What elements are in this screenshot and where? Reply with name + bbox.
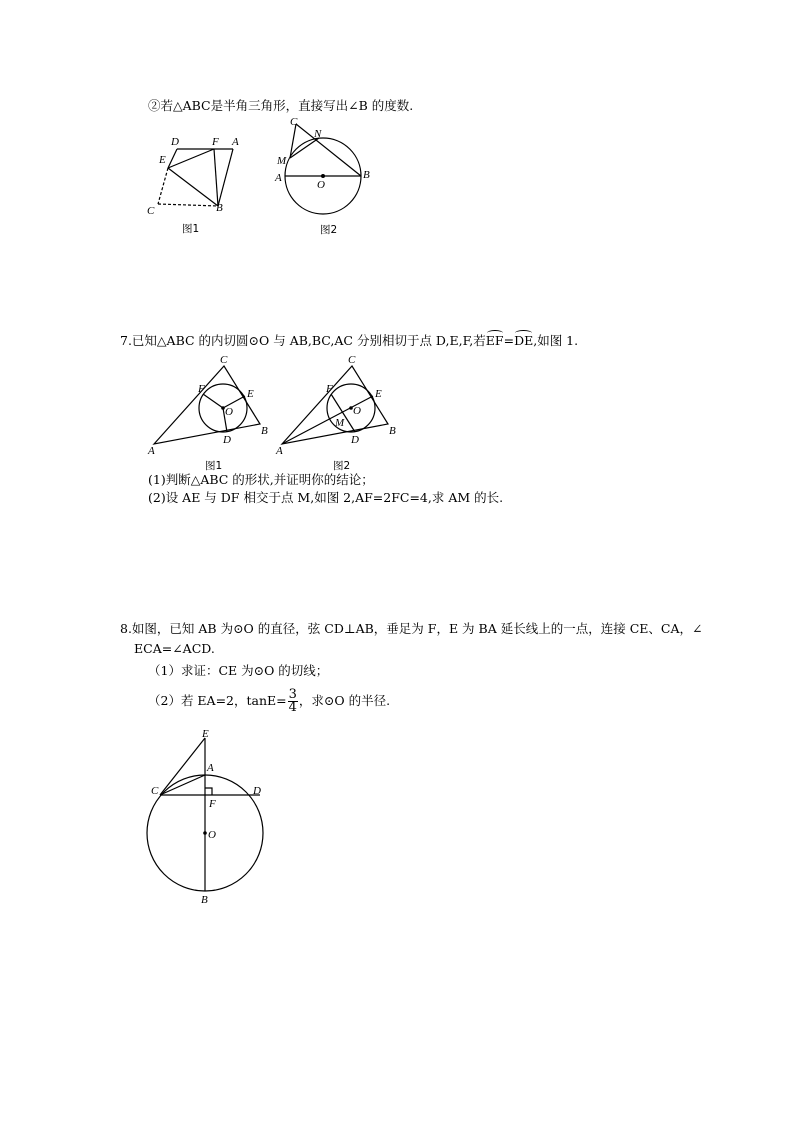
fig1-label-D: D	[171, 136, 179, 148]
q8-label-E: E	[202, 728, 209, 740]
q8-label-B: B	[201, 894, 208, 906]
fig2-label-A: A	[275, 172, 282, 184]
q7f1-label-D: D	[223, 434, 231, 446]
q6-figure-1	[140, 132, 250, 237]
fig2-label-B: B	[363, 169, 370, 181]
arc-ef: EF	[485, 333, 504, 348]
q7-part2: (2)设 AE 与 DF 相交于点 M,如图 2,AF=2FC=4,求 AM 的长.	[148, 490, 504, 505]
tan-numerator: 3	[288, 687, 297, 702]
q8-part2	[148, 686, 390, 716]
tan-denominator: 4	[288, 700, 297, 715]
q7f2-label-C: C	[348, 354, 356, 366]
q7f1-label-A: A	[148, 445, 155, 457]
q7f2-label-O: O	[353, 405, 361, 417]
q8-stem-line1: 8.如图，已知 AB 为⊙O 的直径，弦 CD⊥AB，垂足为 F，E 为 BA 延长线上的一点，连接 CE、CA，∠	[120, 621, 703, 636]
q7f2-label-M: M	[335, 417, 345, 429]
fig1-label-F: F	[212, 136, 219, 148]
tan-fraction	[288, 689, 298, 714]
q7f1-label-E: E	[247, 388, 254, 400]
q7f2-label-D: D	[351, 434, 359, 446]
q6-figure-2	[272, 112, 384, 237]
q7f2-label-F: F	[326, 383, 333, 395]
q8-part2-a: （2）若 EA=2，tanE=	[148, 693, 287, 708]
q7f1-label-B: B	[261, 425, 268, 437]
q7f1-label-F: F	[198, 383, 205, 395]
q8-part2-b: ，求⊙O 的半径.	[298, 693, 391, 708]
q7f1-label-C: C	[220, 354, 228, 366]
q8-label-D: D	[253, 785, 261, 797]
q8-label-F: F	[209, 798, 216, 810]
arc-de: DE	[514, 333, 534, 348]
q8-figure	[140, 726, 270, 906]
q8-label-O: O	[208, 829, 216, 841]
q6-part2-text: ②若△ABC是半角三角形，直接写出∠B 的度数.	[148, 98, 414, 113]
q7-part1: (1)判断△ABC 的形状,并证明你的结论；	[148, 472, 374, 487]
q7-fig2-caption: 图2	[333, 460, 351, 472]
q7f2-label-A: A	[276, 445, 283, 457]
q8-label-C: C	[151, 785, 159, 797]
q7f2-label-E: E	[375, 388, 382, 400]
fig1-label-C: C	[147, 205, 155, 217]
q7-fig1-caption: 图1	[205, 460, 223, 472]
fig2-label-C: C	[290, 116, 298, 128]
fig2-label-N: N	[314, 128, 322, 140]
fig2-label-M: M	[277, 155, 287, 167]
q8-label-A: A	[207, 762, 214, 774]
fig2-label-O: O	[317, 179, 325, 191]
q7-eq: =	[503, 333, 515, 348]
q7-stem-a: 7.已知△ABC 的内切圆⊙O 与 AB,BC,AC 分别相切于点 D,E,F,若	[120, 333, 486, 348]
q7-stem-b: ,如图 1.	[533, 333, 579, 348]
q8-part1: （1）求证：CE 为⊙O 的切线；	[148, 663, 329, 678]
q7-figure-1	[148, 352, 278, 472]
fig1-label-A: A	[232, 136, 239, 148]
fig1-caption: 图1	[182, 223, 200, 235]
q7-stem	[120, 333, 578, 349]
q7f1-label-O: O	[225, 406, 233, 418]
q7f2-label-B: B	[389, 425, 396, 437]
q8-stem-line2: ECA=∠ACD.	[134, 641, 215, 656]
fig1-label-E: E	[159, 154, 166, 166]
fig1-label-B: B	[216, 202, 223, 214]
fig2-caption: 图2	[320, 224, 338, 236]
q7-figure-2	[276, 352, 406, 472]
